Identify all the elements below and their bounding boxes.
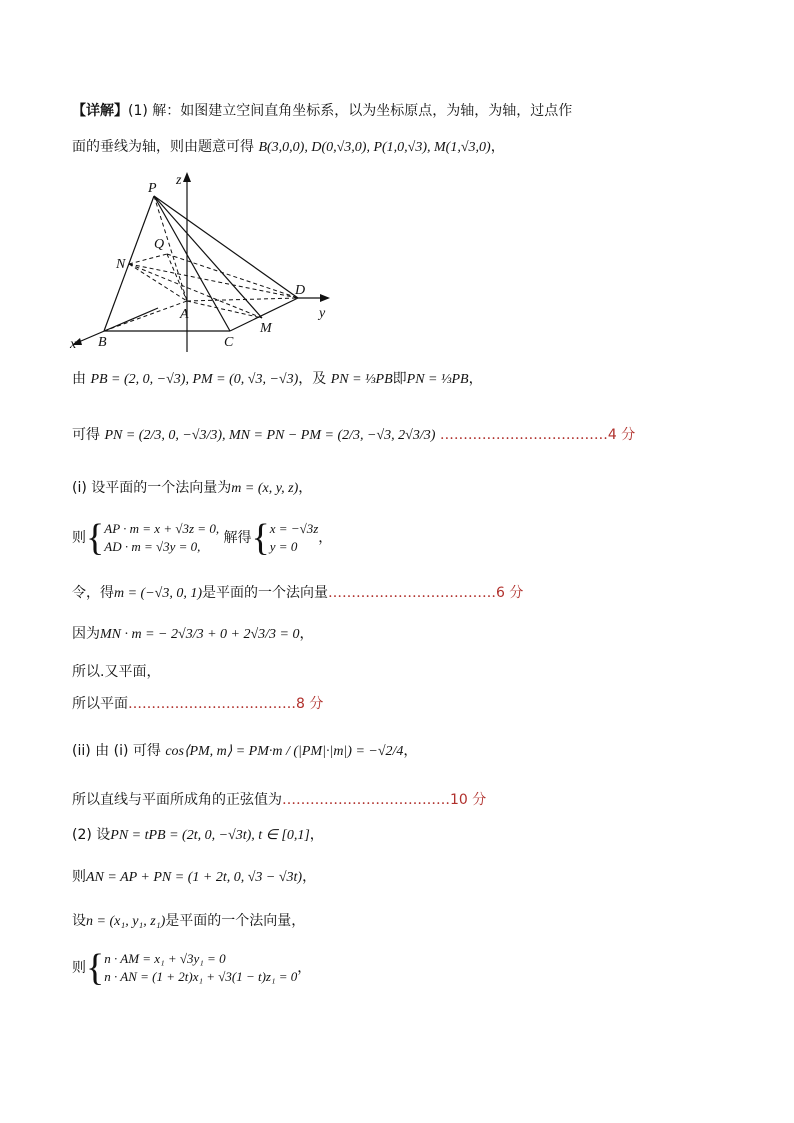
text: 则 <box>72 530 86 546</box>
punct: ， <box>297 960 312 976</box>
label-M: M <box>260 321 272 336</box>
sine-line <box>72 790 486 810</box>
system2-eqs <box>104 950 297 986</box>
punct: ， <box>302 869 317 885</box>
n-vector: n = (x₁, y₁, z₁) <box>86 914 166 929</box>
text: 可得 <box>72 427 100 443</box>
an-math: AN = AP + PN = (1 + 2t, 0, √3 − √3t) <box>86 870 303 885</box>
an-line <box>72 867 316 888</box>
pn-t-math: PN = tPB = (2t, 0, −√3t), t ∈ [0,1] <box>110 828 310 843</box>
label-N: N <box>116 257 126 272</box>
dot-leader: ……………………………… <box>328 585 497 601</box>
brace: { <box>86 517 105 559</box>
edge-NQ <box>129 254 167 264</box>
system-line <box>72 518 332 558</box>
vectors-math: PB = (2, 0, −√3), PM = (0, √3, −√3) <box>90 372 299 387</box>
m-result-line <box>72 583 523 604</box>
score-4: 4 分 <box>607 427 636 443</box>
text: 解得 <box>223 530 252 546</box>
edge-NM <box>129 264 262 318</box>
punct: ， <box>318 530 333 546</box>
eq1: AP · m = x + √3z = 0, <box>104 521 220 536</box>
edge-QA <box>167 254 187 301</box>
dot-product-math: MN · m = − 2√3/3 + 0 + 2√3/3 = 0 <box>100 627 300 642</box>
text: 则 <box>72 869 86 885</box>
label-B: B <box>98 335 107 350</box>
part2-line <box>72 825 324 846</box>
dot-product-line <box>72 624 314 645</box>
dot-leader: ……………………………… <box>128 696 296 712</box>
text: (ii) 由 (i) 可得 <box>72 743 161 759</box>
pn-mn-line <box>72 425 635 446</box>
conclusion-line <box>72 694 323 714</box>
pn-relation: PN = ⅓PB <box>330 372 393 387</box>
sol1: x = −√3z <box>269 521 319 536</box>
text: 所以直线与平面所成角的正弦值为 <box>72 792 282 808</box>
score-6: 6 分 <box>496 585 524 601</box>
brace: { <box>251 517 270 559</box>
punct: ， <box>309 827 324 843</box>
text: ，及 <box>298 371 327 387</box>
punct: ， <box>490 139 505 155</box>
label-C: C <box>224 335 234 350</box>
heading: 【详解】 <box>72 103 128 119</box>
label-y: y <box>319 306 326 321</box>
coords-text: 面的垂线为轴，则由题意可得 <box>72 139 254 155</box>
text: 由 <box>72 371 86 387</box>
label-A: A <box>180 307 189 322</box>
vectors-line <box>72 369 483 390</box>
therefore-line: 所以.又平面， <box>72 664 161 680</box>
punct: ， <box>468 371 483 387</box>
text: 设 <box>72 913 86 929</box>
edge-AM <box>187 301 262 318</box>
pn-vector-relation: PN = ⅓PB <box>406 372 469 387</box>
dot-leader: ……………………………… <box>282 792 450 808</box>
brace: { <box>86 947 105 989</box>
text: (2) 设 <box>72 827 111 843</box>
edge-AD <box>187 298 298 301</box>
m-vector: m = (x, y, z) <box>231 481 299 496</box>
eq2: AD · m = √3y = 0, <box>104 539 201 554</box>
coords-math: B(3,0,0), D(0,√3,0), P(1,0,√3), M(1,√3,0) <box>258 140 491 155</box>
score-10: 10 分 <box>450 792 487 808</box>
cos-math: cos⟨PM, m⟩ = PM·m / (|PM|·|m|) = −√2/4 <box>165 744 404 759</box>
edge-PC <box>154 196 230 331</box>
geometry-figure <box>66 166 346 352</box>
eq2: n · AN = (1 + 2t)x₁ + √3(1 − t)z₁ = 0 <box>104 969 298 984</box>
m-value: m = (−√3, 0, 1) <box>114 586 203 601</box>
z-arrow <box>183 172 191 182</box>
system-eqs <box>104 520 219 556</box>
label-z: z <box>176 173 182 188</box>
label-D: D <box>295 283 306 298</box>
text: 是平面的一个法向量 <box>202 585 329 601</box>
normal-vector-line <box>72 478 312 499</box>
text: 因为 <box>72 626 100 642</box>
edge-BA <box>104 301 187 331</box>
cos-line <box>72 741 417 762</box>
intro-text: (1) 解：如图建立空间直角坐标系，以为坐标原点，为轴，为轴，过点作 <box>128 103 573 119</box>
text: 则 <box>72 960 86 976</box>
label-P: P <box>148 181 157 196</box>
eq1: n · AM = x₁ + √3y₁ = 0 <box>104 951 226 966</box>
text: 所以平面 <box>72 696 128 712</box>
coords-line <box>72 137 505 158</box>
intro-line <box>72 101 572 121</box>
score-8: 8 分 <box>296 696 324 712</box>
solution <box>270 520 319 556</box>
text: 即 <box>392 371 407 387</box>
text: 令，得 <box>72 585 114 601</box>
edge-ND <box>129 264 298 298</box>
y-arrow <box>320 294 330 302</box>
punct: ， <box>298 480 313 496</box>
text: (i) 设平面的一个法向量为 <box>72 480 232 496</box>
punct: ， <box>299 626 314 642</box>
system2-line <box>72 948 311 988</box>
punct: ， <box>403 743 418 759</box>
text: 是平面的一个法向量， <box>165 913 306 929</box>
n-vector-line <box>72 911 305 932</box>
x-axis <box>74 308 158 344</box>
pn-mn-math: PN = (2/3, 0, −√3/3), MN = PN − PM = (2/3, −√3, 2√3/3) <box>104 428 436 443</box>
sol2: y = 0 <box>269 539 298 554</box>
dot-leader: ……………………………… <box>439 427 608 443</box>
label-x: x <box>70 337 77 352</box>
label-Q: Q <box>154 237 165 252</box>
